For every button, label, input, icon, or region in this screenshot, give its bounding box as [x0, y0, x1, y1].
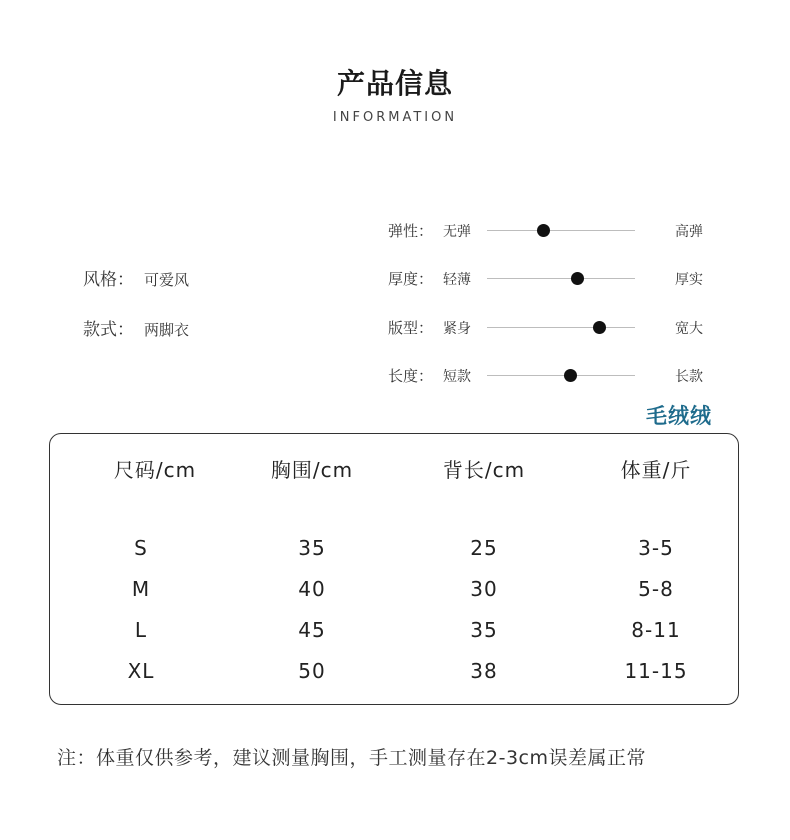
scale-dot	[593, 321, 606, 334]
scale-high-label: 宽大	[675, 321, 703, 337]
page-subtitle: INFORMATION	[332, 110, 458, 125]
scale-label: 厚度：	[388, 270, 434, 288]
table-cell: 25	[470, 536, 498, 560]
size-table	[49, 433, 739, 705]
scale-label: 长度：	[388, 367, 434, 385]
table-header: 体重/斤	[620, 458, 692, 482]
scale-track	[487, 230, 635, 231]
scale-track	[487, 327, 635, 328]
scale-thickness	[388, 266, 718, 290]
table-cell: 35	[298, 536, 326, 560]
scale-low-label: 紧身	[443, 321, 471, 337]
scale-track	[487, 375, 635, 376]
scale-elasticity	[388, 218, 718, 242]
scale-dot	[564, 369, 577, 382]
attribute-value: 可爱风	[144, 271, 190, 289]
scale-dot	[537, 224, 550, 237]
attribute-label: 风格：	[83, 270, 134, 290]
footnote: 注：体重仅供参考，建议测量胸围，手工测量存在2-3cm误差属正常	[57, 747, 646, 769]
scale-label: 版型：	[388, 319, 434, 337]
scale-length	[388, 363, 718, 387]
attribute-label: 款式：	[83, 320, 134, 340]
table-cell: S	[134, 536, 148, 560]
scale-dot	[571, 272, 584, 285]
page-title: 产品信息	[336, 67, 453, 100]
table-cell: 30	[470, 577, 498, 601]
attribute-type	[83, 315, 189, 340]
scale-track	[487, 278, 635, 279]
scale-low-label: 无弹	[443, 224, 471, 240]
table-cell: 3-5	[638, 536, 674, 560]
scale-low-label: 短款	[443, 369, 471, 385]
scale-low-label: 轻薄	[443, 272, 471, 288]
table-cell: 35	[470, 618, 498, 642]
table-cell: M	[131, 577, 151, 601]
attribute-value: 两脚衣	[144, 321, 190, 339]
table-cell: 38	[470, 659, 498, 683]
material-label: 毛绒绒	[646, 404, 712, 428]
scale-high-label: 长款	[675, 369, 703, 385]
scale-fit	[388, 315, 718, 339]
table-cell: 8-11	[631, 618, 681, 642]
attribute-style	[83, 265, 189, 290]
table-cell: L	[134, 618, 148, 642]
table-cell: 5-8	[638, 577, 674, 601]
table-cell: 45	[298, 618, 326, 642]
table-cell: 40	[298, 577, 326, 601]
table-cell: XL	[127, 659, 155, 683]
table-cell: 11-15	[624, 659, 688, 683]
scale-high-label: 高弹	[675, 224, 703, 240]
scale-high-label: 厚实	[675, 272, 703, 288]
scale-label: 弹性：	[388, 222, 434, 240]
table-header: 背长/cm	[442, 458, 526, 482]
table-cell: 50	[298, 659, 326, 683]
table-header: 胸围/cm	[270, 458, 354, 482]
table-header: 尺码/cm	[113, 458, 197, 482]
